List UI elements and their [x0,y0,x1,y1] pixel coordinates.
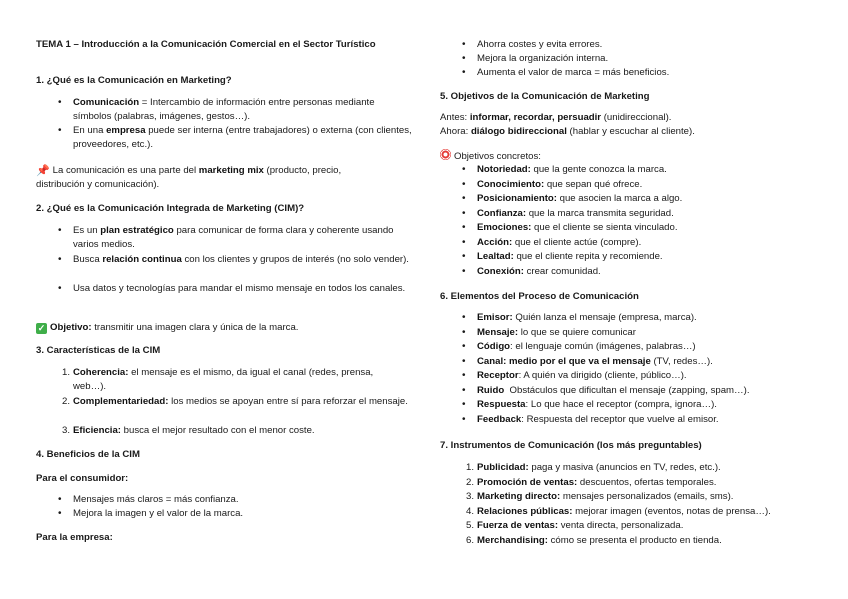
bullet-icon [462,52,472,66]
bullet-icon [58,282,68,296]
bullet-icon [462,355,472,369]
bullet-icon [462,207,472,221]
bullet-icon [462,340,472,354]
section-6-heading: 6. Elementos del Proceso de Comunicación [440,291,639,302]
concrete-objectives-label: Objetivos concretos: [440,149,541,164]
bullet-icon [462,221,472,235]
document-title: TEMA 1 – Introducción a la Comunicación Comercial en el Sector Turístico [36,39,376,50]
bullet-icon [58,96,68,110]
bullet-icon [462,250,472,264]
section-3-heading: 3. Características de la CIM [36,345,161,356]
check-mark-icon: ✓ [37,323,46,333]
bullet-icon [462,178,472,192]
objective-note: ✓ Objetivo: transmitir una imagen clara y única de la marca. [37,322,299,333]
bullet-icon [58,124,68,138]
target-icon [440,149,451,160]
bullet-icon [58,493,68,507]
bullet-icon [58,507,68,521]
bullet-icon [58,224,68,238]
bullet-icon [462,326,472,340]
bullet-icon [462,265,472,279]
bullet-icon [462,38,472,52]
section-1-heading: 1. ¿Qué es la Comunicación en Marketing? [36,75,232,86]
section-5-heading: 5. Objetivos de la Comunicación de Marketing [440,91,650,102]
section-7-heading: 7. Instrumentos de Comunicación (los más preguntables) [440,440,702,451]
section-4-heading: 4. Beneficios de la CIM [36,449,140,460]
bullet-icon [462,236,472,250]
bullet-icon [58,253,68,267]
bullet-icon [462,311,472,325]
bullet-icon [462,413,472,427]
consumer-subheading: Para el consumidor: [36,473,129,484]
company-subheading: Para la empresa: [36,532,113,543]
bullet-icon [462,369,472,383]
before-line: Antes: informar, recordar, persuadir (unidireccional). [440,112,672,123]
section-2-heading: 2. ¿Qué es la Comunicación Integrada de Marketing (CIM)? [36,203,305,214]
now-line: Ahora: diálogo bidireccional (hablar y escuchar al cliente). [440,126,695,137]
bullet-icon [462,384,472,398]
bullet-icon [462,192,472,206]
bullet-icon [462,66,472,80]
bullet-icon [462,163,472,177]
marketing-mix-note: 📌 La comunicación es una parte del marketing mix (producto, precio, distribución y comunicación). [36,165,342,190]
bullet-icon [462,398,472,412]
pushpin-icon: 📌 [36,165,50,177]
